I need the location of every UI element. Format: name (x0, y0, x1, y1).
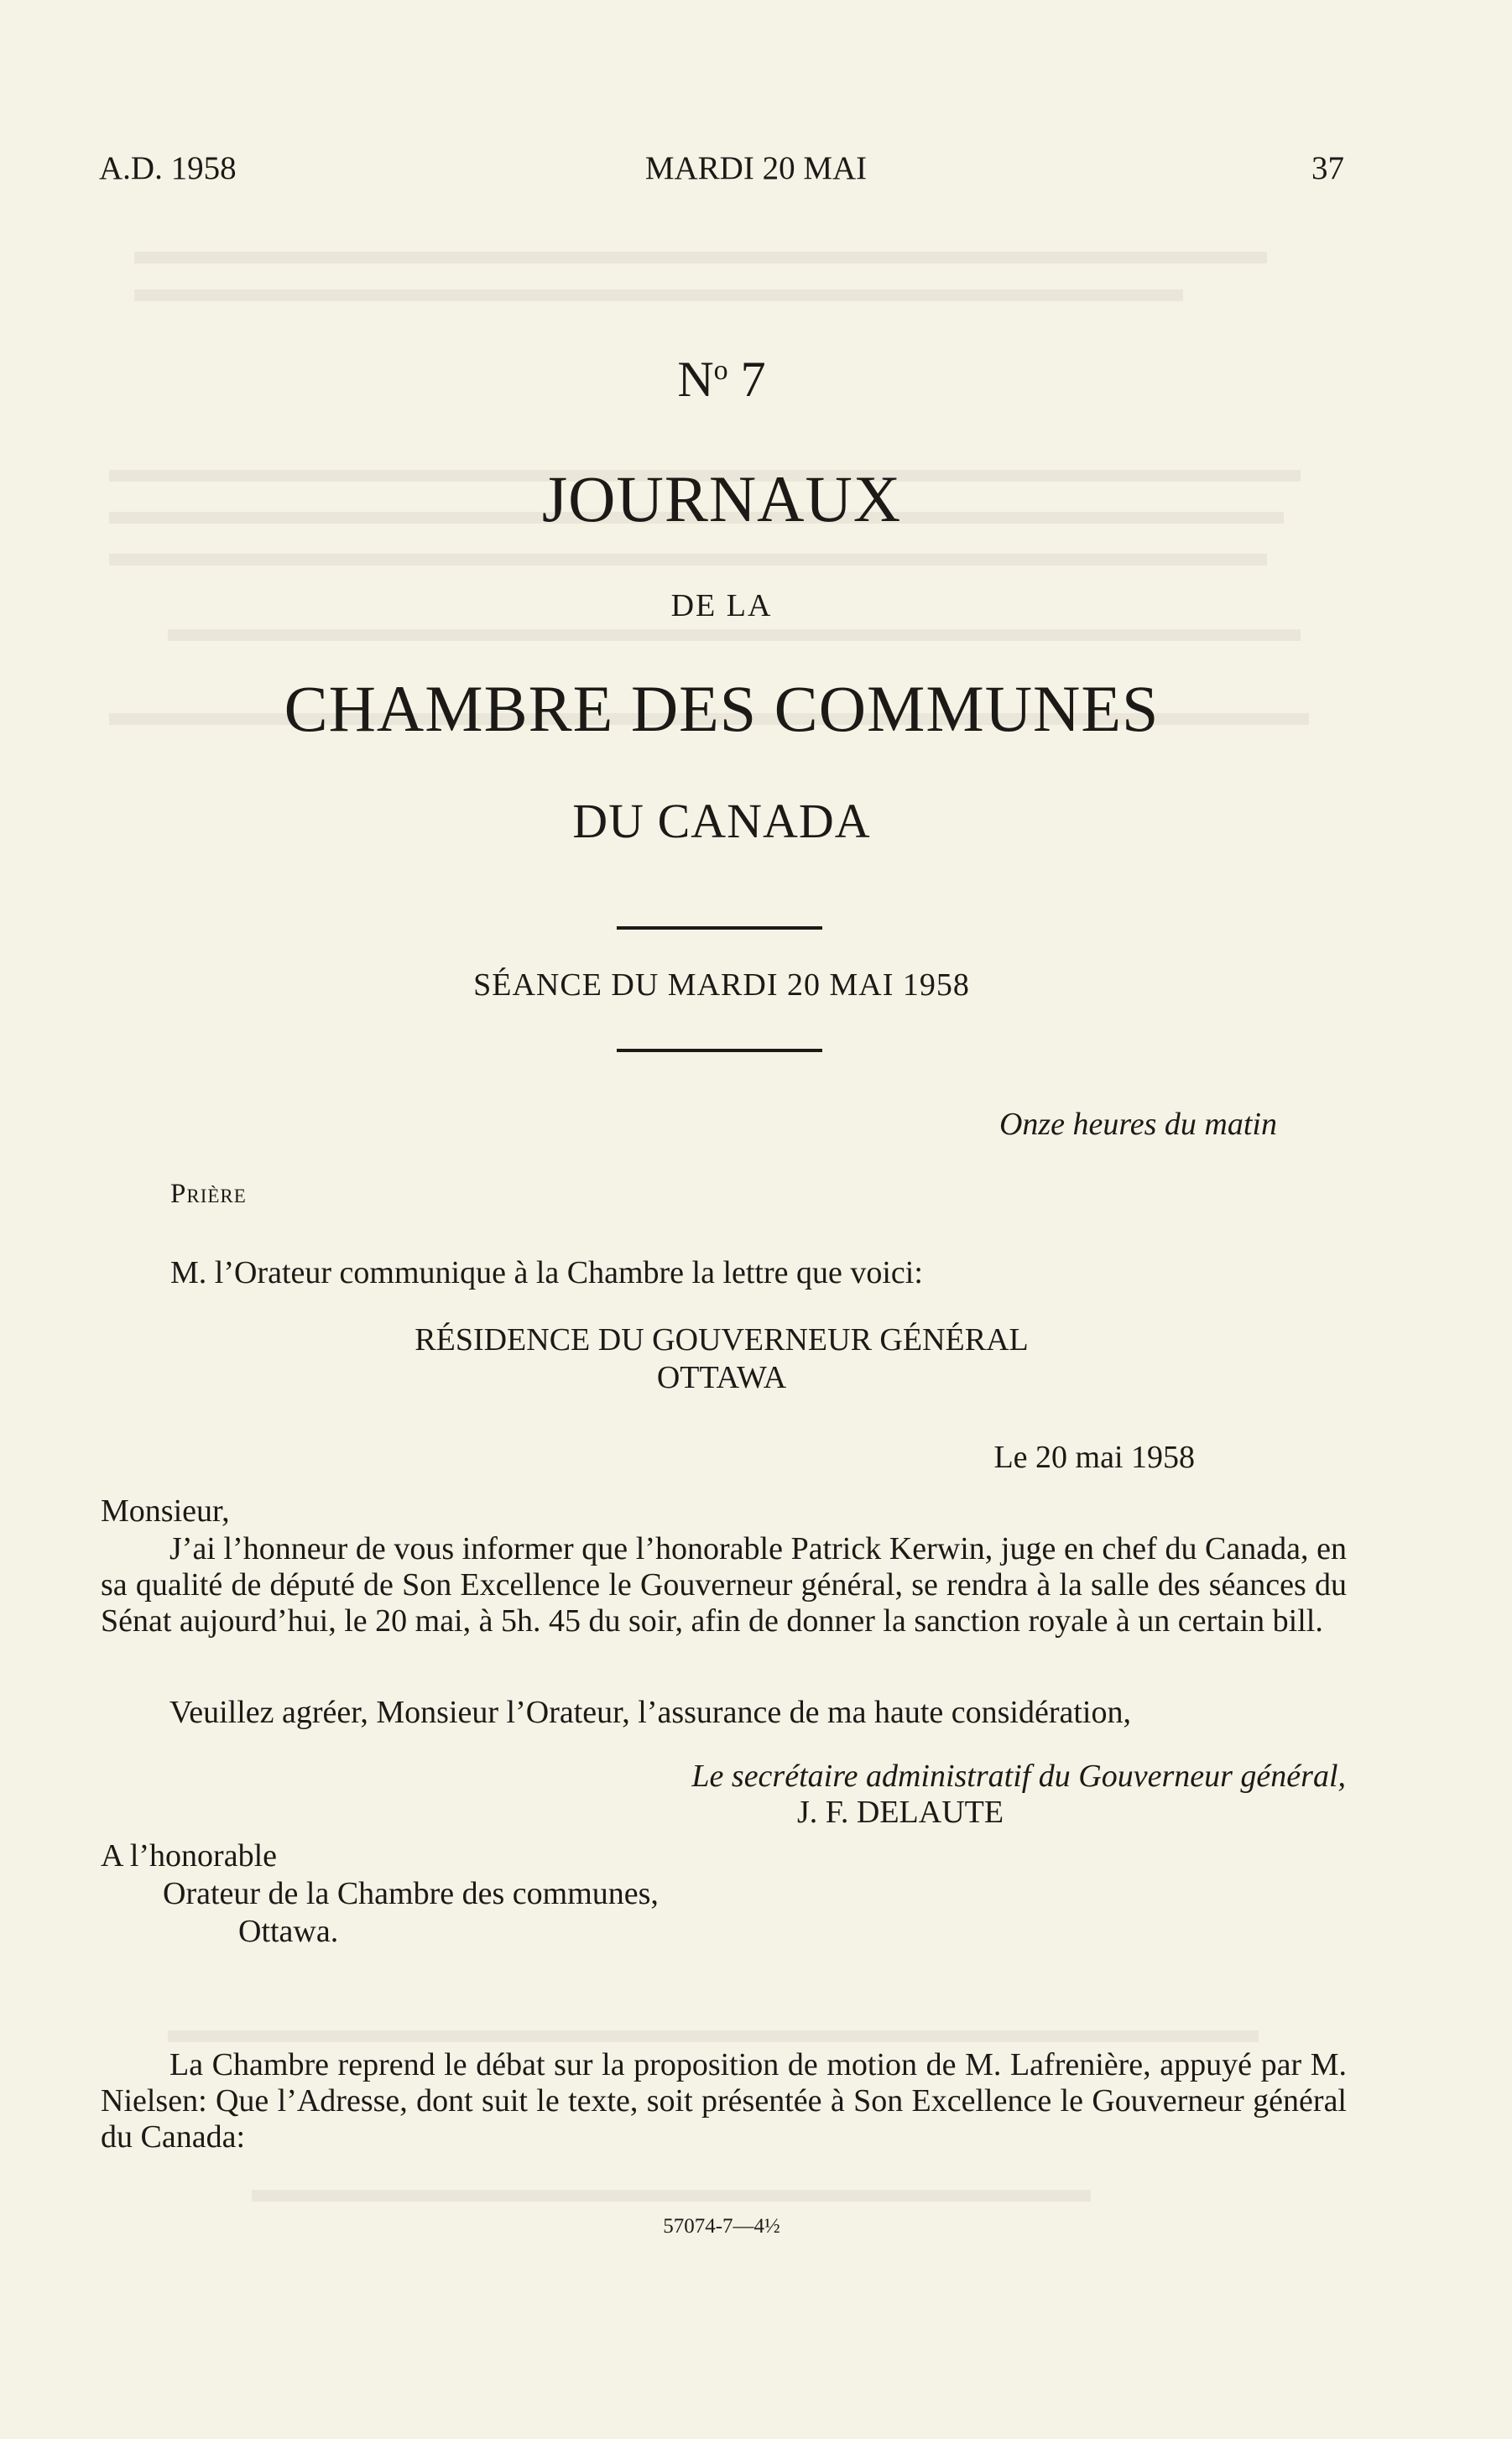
letter-closing: Veuillez agréer, Monsieur l’Orateur, l’assurance de ma haute considération, (169, 1695, 1131, 1730)
address-line-3: Ottawa. (238, 1914, 339, 1949)
signatory-name: J. F. DELAUTE (797, 1795, 1004, 1830)
sitting-time: Onze heures du matin (998, 1107, 1277, 1142)
title-chambre: CHAMBRE DES COMMUNES (284, 672, 1160, 745)
title-journaux: JOURNAUX (541, 462, 902, 535)
show-through-mark (168, 2030, 1259, 2042)
letter-city: OTTAWA (656, 1360, 787, 1395)
letter-body: J’ai l’honneur de vous informer que l’honorable Patrick Kerwin, juge en chef du Canada, en sa qualité de député de Son Excellence le Gouverneur général, se rendra à la salle des séances du Sénat aujourd’hui, le 20 mai, à 5h. 45 du soir, afin de donner la sanction royale à un certain bill. (101, 1531, 1347, 1639)
header-year: A.D. 1958 (99, 150, 237, 186)
header-page-number: 37 (1311, 150, 1344, 186)
issue-number (0, 351, 1443, 409)
signatory-title: Le secrétaire administratif du Gouverneur général, (691, 1759, 1346, 1794)
title-canada: DU CANADA (572, 794, 871, 848)
show-through-mark (168, 629, 1301, 641)
divider-bottom (617, 1049, 822, 1052)
seance-heading: SÉANCE DU MARDI 20 MAI 1958 (473, 967, 970, 1003)
letter-date: Le 20 mai 1958 (993, 1440, 1195, 1475)
show-through-mark (109, 554, 1267, 565)
divider-top (617, 926, 822, 930)
priere-heading: Prière (170, 1179, 247, 1209)
show-through-mark (252, 2190, 1091, 2202)
debate-paragraph: La Chambre reprend le débat sur la proposition de motion de M. Lafrenière, appuyé par M. Nielsen: Que l’Adresse, dont suit le texte, soit présentée à Son Excellence le Gouverneur général du Canada: (101, 2047, 1347, 2155)
letter-salutation: Monsieur, (101, 1493, 230, 1529)
issue-number-value: 7 (727, 352, 766, 407)
print-code-footer: 57074-7—4½ (663, 2215, 780, 2238)
issue-number-sup: o (713, 355, 728, 386)
show-through-mark (134, 252, 1267, 263)
address-line-2: Orateur de la Chambre des communes, (163, 1876, 659, 1911)
letter-residence: RÉSIDENCE DU GOUVERNEUR GÉNÉRAL (414, 1322, 1029, 1358)
show-through-mark (134, 289, 1183, 301)
title-de-la: DE LA (670, 588, 773, 623)
issue-number-prefix: N (677, 352, 714, 407)
header-date: MARDI 20 MAI (644, 150, 868, 186)
address-line-1: A l’honorable (101, 1838, 278, 1874)
speaker-announcement: M. l’Orateur communique à la Chambre la lettre que voici: (170, 1255, 923, 1290)
